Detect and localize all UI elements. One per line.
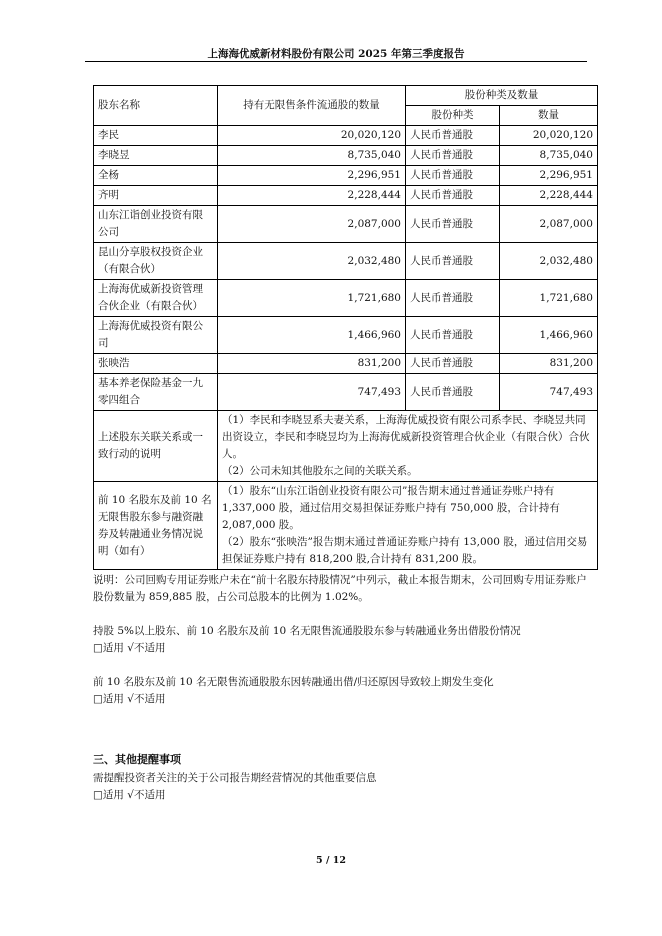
share-type: 人民币普通股 [406, 126, 500, 146]
shareholder-qty: 831,200 [218, 354, 406, 374]
shareholder-qty: 2,296,951 [218, 166, 406, 186]
share-type: 人民币普通股 [406, 354, 500, 374]
shareholder-name: 基本养老保险基金一九零四组合 [94, 374, 218, 411]
shareholder-qty: 2,228,444 [218, 186, 406, 206]
col-header-name: 股东名称 [94, 86, 218, 126]
col-header-count: 数量 [500, 106, 598, 126]
share-type: 人民币普通股 [406, 243, 500, 280]
shareholder-name: 上海海优威新投资管理合伙企业（有限合伙） [94, 280, 218, 317]
section3-desc: 需提醒投资者关注的关于公司报告期经营情况的其他重要信息 [93, 772, 377, 784]
table-row [94, 317, 598, 354]
section3-title: 三、其他提醒事项 [93, 753, 181, 766]
change-title: 前 10 名股东及前 10 名无限售流通股股东因转融通出借/归还原因导致较上期发生变化 [93, 676, 494, 688]
share-count: 2,228,444 [500, 186, 598, 206]
margin-text-2: （2）股东“张映浩”报告期末通过普通证券账户持有 13,000 股，通过信用交易担保证券账户持有 818,200 股,合计持有 831,200 股。 [222, 536, 588, 565]
col-header-type: 股份种类 [406, 106, 500, 126]
relation-description [218, 411, 598, 482]
share-type: 人民币普通股 [406, 374, 500, 411]
report-header-title: 上海海优威新材料股份有限公司 2025 年第三季度报告 [207, 48, 465, 60]
relation-label: 上述股东关联关系或一致行动的说明 [94, 411, 218, 482]
col-header-qty: 持有无限售条件流通股的数量 [218, 86, 406, 126]
shareholder-name: 上海海优威投资有限公司 [94, 317, 218, 354]
share-type: 人民币普通股 [406, 280, 500, 317]
share-count: 8,735,040 [500, 146, 598, 166]
share-count: 1,466,960 [500, 317, 598, 354]
share-type: 人民币普通股 [406, 206, 500, 243]
relation-row [94, 411, 598, 482]
shareholder-name: 全杨 [94, 166, 218, 186]
shareholder-qty: 1,721,680 [218, 280, 406, 317]
shareholder-name: 昆山分享股权投资企业（有限合伙） [94, 243, 218, 280]
change-options: □适用 √不适用 [93, 693, 166, 705]
table-row [94, 126, 598, 146]
shareholder-name: 山东江诣创业投资有限公司 [94, 206, 218, 243]
table-row [94, 243, 598, 280]
share-type: 人民币普通股 [406, 166, 500, 186]
table-header-row [94, 86, 598, 106]
repurchase-note: 说明：公司回购专用证券账户未在“前十名股东持股情况”中列示，截止本报告期末，公司回购专用证券账户股份数量为 859,885 股，占公司总股本的比例为 1.02%。 [93, 574, 587, 603]
page-number: 5 / 12 [316, 855, 346, 866]
shareholder-name: 李晓昱 [94, 146, 218, 166]
relation-text-1: （1）李民和李晓昱系夫妻关系，上海海优威投资有限公司系李民、李晓昱共同出资设立，李民和李晓昱均为上海海优威新投资管理合伙企业（有限合伙）合伙人。 [222, 414, 590, 460]
shareholder-qty: 2,032,480 [218, 243, 406, 280]
lending-title: 持股 5%以上股东、前 10 名股东及前 10 名无限售流通股股东参与转融通业务出借股份情况 [93, 625, 521, 637]
lending-options: □适用 √不适用 [93, 642, 166, 654]
shareholder-name: 李民 [94, 126, 218, 146]
share-type: 人民币普通股 [406, 146, 500, 166]
margin-trading-description [218, 482, 598, 570]
share-count: 747,493 [500, 374, 598, 411]
shareholder-qty: 20,020,120 [218, 126, 406, 146]
table-row [94, 166, 598, 186]
share-count: 831,200 [500, 354, 598, 374]
margin-text-1: （1）股东“山东江诣创业投资有限公司”报告期末通过普通证券账户持有 1,337,000 股，通过信用交易担保证券账户持有 750,000 股，合计持有 2,087,000 股。 [222, 485, 560, 531]
margin-trading-row [94, 482, 598, 570]
table-row [94, 280, 598, 317]
shareholder-table [93, 85, 598, 570]
table-row [94, 354, 598, 374]
section3-options: □适用 √不适用 [93, 789, 166, 801]
shareholder-name: 齐明 [94, 186, 218, 206]
margin-trading-label: 前 10 名股东及前 10 名无限售股东参与融资融券及转融通业务情况说明（如有） [94, 482, 218, 570]
table-row [94, 374, 598, 411]
shareholder-qty: 1,466,960 [218, 317, 406, 354]
col-header-group: 股份种类及数量 [406, 86, 598, 106]
shareholder-qty: 8,735,040 [218, 146, 406, 166]
share-type: 人民币普通股 [406, 317, 500, 354]
relation-text-2: （2）公司未知其他股东之间的关联关系。 [222, 465, 418, 477]
table-row [94, 146, 598, 166]
share-count: 1,721,680 [500, 280, 598, 317]
share-count: 20,020,120 [500, 126, 598, 146]
header-divider [85, 61, 587, 62]
shareholder-qty: 2,087,000 [218, 206, 406, 243]
share-count: 2,087,000 [500, 206, 598, 243]
share-count: 2,296,951 [500, 166, 598, 186]
shareholder-name: 张映浩 [94, 354, 218, 374]
share-count: 2,032,480 [500, 243, 598, 280]
table-row [94, 186, 598, 206]
share-type: 人民币普通股 [406, 186, 500, 206]
shareholder-qty: 747,493 [218, 374, 406, 411]
table-row [94, 206, 598, 243]
